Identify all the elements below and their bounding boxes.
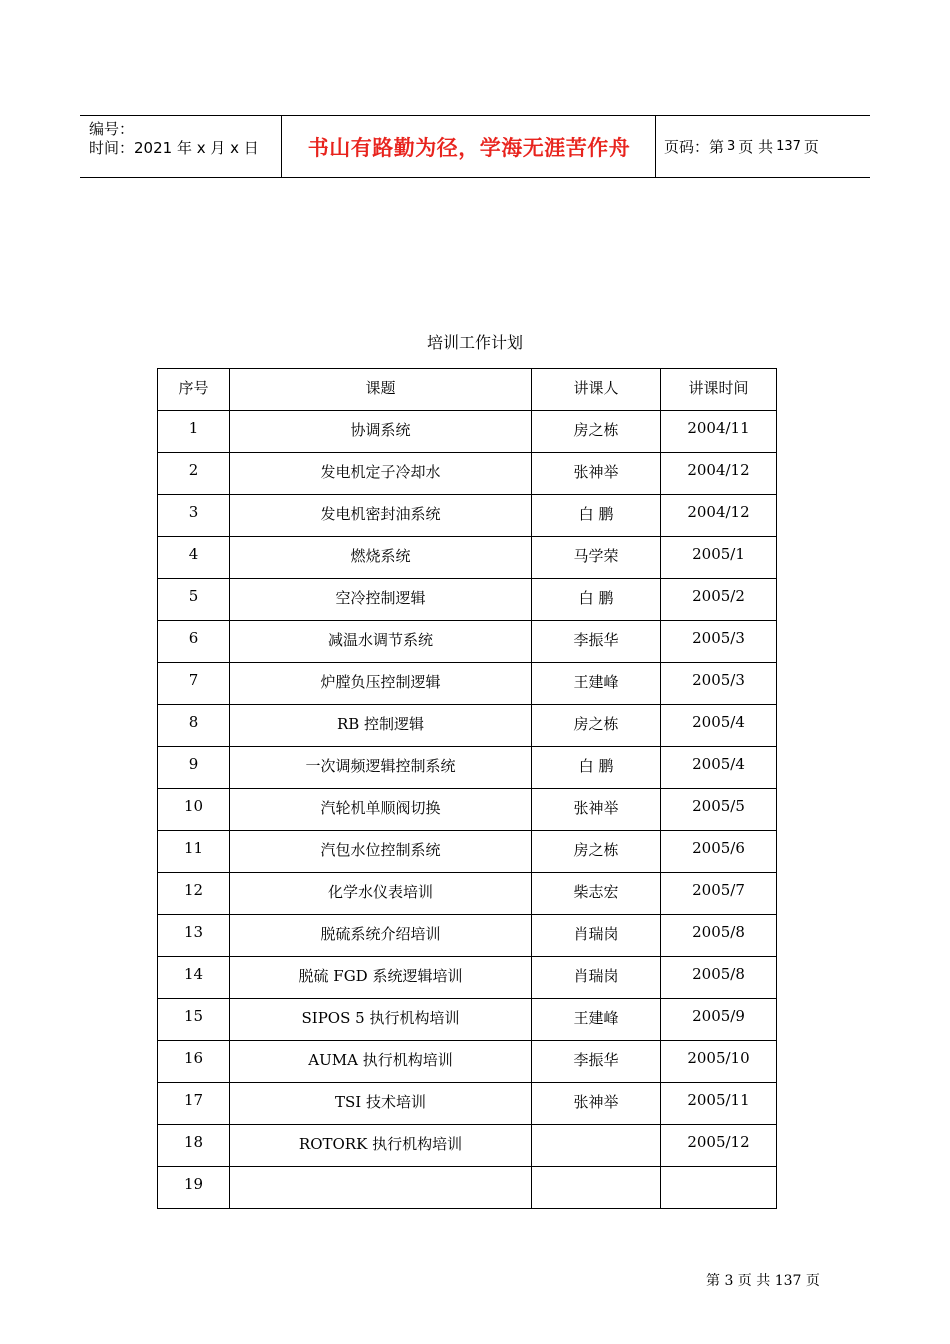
page-footer: 第 3 页 共 137 页	[706, 1273, 820, 1289]
cell-lecturer: 肖瑞岗	[532, 957, 661, 999]
table-row	[158, 495, 777, 537]
column-header-index: 序号	[158, 369, 230, 411]
table-row	[158, 915, 777, 957]
cell-topic: 协调系统	[230, 411, 532, 453]
column-header-lecturer: 讲课人	[532, 369, 661, 411]
cell-index: 12	[158, 873, 230, 915]
cell-lecturer: 肖瑞岗	[532, 915, 661, 957]
cell-topic: ROTORK 执行机构培训	[230, 1125, 532, 1167]
cell-index: 14	[158, 957, 230, 999]
cell-topic: 燃烧系统	[230, 537, 532, 579]
cell-lecturer: 房之栋	[532, 705, 661, 747]
cell-index: 7	[158, 663, 230, 705]
cell-index: 8	[158, 705, 230, 747]
cell-date: 2005/12	[661, 1125, 777, 1167]
cell-index: 6	[158, 621, 230, 663]
cell-index: 3	[158, 495, 230, 537]
cell-lecturer: 柴志宏	[532, 873, 661, 915]
table-row	[158, 537, 777, 579]
cell-lecturer: 房之栋	[532, 411, 661, 453]
cell-index: 11	[158, 831, 230, 873]
cell-lecturer: 王建峰	[532, 663, 661, 705]
cell-index: 17	[158, 1083, 230, 1125]
cell-date: 2004/12	[661, 495, 777, 537]
cell-lecturer: 房之栋	[532, 831, 661, 873]
cell-topic: 炉膛负压控制逻辑	[230, 663, 532, 705]
cell-topic: 汽包水位控制系统	[230, 831, 532, 873]
cell-lecturer	[532, 1125, 661, 1167]
page-header	[80, 115, 870, 178]
cell-topic: 脱硫 FGD 系统逻辑培训	[230, 957, 532, 999]
document-title: 培训工作计划	[426, 333, 523, 352]
cell-date: 2005/1	[661, 537, 777, 579]
cell-date: 2005/8	[661, 915, 777, 957]
cell-date: 2005/9	[661, 999, 777, 1041]
cell-lecturer: 张神举	[532, 453, 661, 495]
table-body	[158, 411, 777, 1209]
cell-topic: AUMA 执行机构培训	[230, 1041, 532, 1083]
cell-topic: 发电机密封油系统	[230, 495, 532, 537]
cell-index: 18	[158, 1125, 230, 1167]
cell-topic: 化学水仪表培训	[230, 873, 532, 915]
cell-topic: RB 控制逻辑	[230, 705, 532, 747]
table-row	[158, 1083, 777, 1125]
cell-topic: SIPOS 5 执行机构培训	[230, 999, 532, 1041]
table-row	[158, 705, 777, 747]
cell-date: 2005/8	[661, 957, 777, 999]
table-row	[158, 873, 777, 915]
cell-lecturer: 白 鹏	[532, 579, 661, 621]
cell-date: 2005/2	[661, 579, 777, 621]
cell-index: 1	[158, 411, 230, 453]
table-header-row	[158, 369, 777, 411]
header-motto: 书山有路勤为径，学海无涯苦作舟	[307, 135, 631, 160]
cell-index: 9	[158, 747, 230, 789]
cell-index: 5	[158, 579, 230, 621]
cell-lecturer: 张神举	[532, 1083, 661, 1125]
table-row	[158, 1167, 777, 1209]
cell-lecturer: 李振华	[532, 621, 661, 663]
cell-lecturer: 白 鹏	[532, 747, 661, 789]
cell-topic: 减温水调节系统	[230, 621, 532, 663]
cell-date	[661, 1167, 777, 1209]
table-row	[158, 663, 777, 705]
cell-index: 10	[158, 789, 230, 831]
cell-index: 13	[158, 915, 230, 957]
page-number: 3	[727, 139, 736, 154]
table-row	[158, 957, 777, 999]
cell-topic: 一次调频逻辑控制系统	[230, 747, 532, 789]
cell-topic: 发电机定子冷却水	[230, 453, 532, 495]
cell-date: 2005/4	[661, 705, 777, 747]
column-header-topic: 课题	[230, 369, 532, 411]
header-divider	[655, 116, 656, 177]
cell-index: 4	[158, 537, 230, 579]
time-label: 时间：2021 年 x 月 x 日	[89, 139, 259, 157]
table-row	[158, 831, 777, 873]
cell-topic: 空冷控制逻辑	[230, 579, 532, 621]
cell-topic	[230, 1167, 532, 1209]
cell-index: 16	[158, 1041, 230, 1083]
cell-date: 2004/12	[661, 453, 777, 495]
cell-lecturer	[532, 1167, 661, 1209]
table-row	[158, 579, 777, 621]
training-plan-table	[157, 368, 777, 1209]
cell-date: 2005/6	[661, 831, 777, 873]
table-row	[158, 999, 777, 1041]
cell-lecturer: 马学荣	[532, 537, 661, 579]
cell-topic: 汽轮机单顺阀切换	[230, 789, 532, 831]
cell-lecturer: 张神举	[532, 789, 661, 831]
table-row	[158, 411, 777, 453]
cell-date: 2005/4	[661, 747, 777, 789]
cell-date: 2005/11	[661, 1083, 777, 1125]
number-label: 编号：	[89, 120, 135, 138]
cell-date: 2005/7	[661, 873, 777, 915]
table-row	[158, 789, 777, 831]
column-header-date: 讲课时间	[661, 369, 777, 411]
cell-lecturer: 李振华	[532, 1041, 661, 1083]
table-row	[158, 747, 777, 789]
table-row	[158, 1041, 777, 1083]
cell-lecturer: 王建峰	[532, 999, 661, 1041]
table-row	[158, 453, 777, 495]
cell-index: 2	[158, 453, 230, 495]
cell-index: 19	[158, 1167, 230, 1209]
cell-date: 2005/10	[661, 1041, 777, 1083]
table-row	[158, 621, 777, 663]
page-total: 137	[776, 139, 801, 154]
table-row	[158, 1125, 777, 1167]
cell-date: 2004/11	[661, 411, 777, 453]
cell-index: 15	[158, 999, 230, 1041]
cell-lecturer: 白 鹏	[532, 495, 661, 537]
cell-date: 2005/3	[661, 663, 777, 705]
cell-topic: TSI 技术培训	[230, 1083, 532, 1125]
cell-topic: 脱硫系统介绍培训	[230, 915, 532, 957]
cell-date: 2005/3	[661, 621, 777, 663]
cell-date: 2005/5	[661, 789, 777, 831]
header-page-info: 页码：第 3 页 共 137 页	[664, 138, 819, 156]
header-meta	[89, 120, 259, 158]
